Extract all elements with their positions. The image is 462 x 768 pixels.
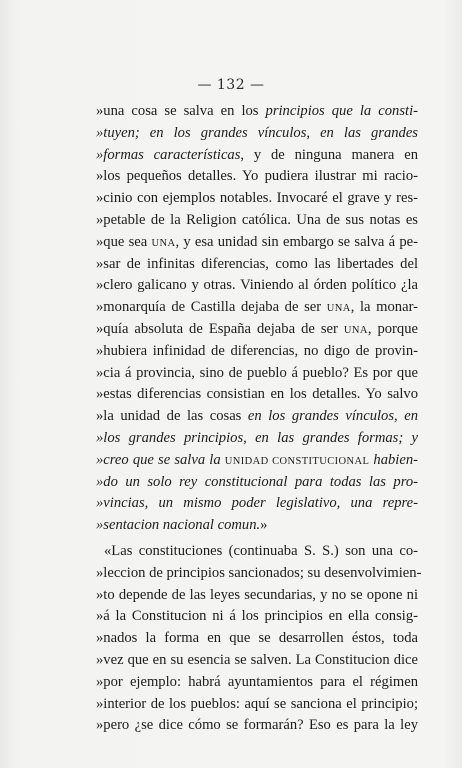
- text-span: »una cosa se salva en los: [96, 103, 266, 119]
- text-line: [96, 123, 418, 145]
- text-span: »monarquía de Castilla dejaba de ser: [96, 299, 327, 316]
- italic-span: »do un solo rey constitucional para todas las pro-: [96, 473, 418, 490]
- text-span: »por ejemplo: habrá ayuntamientos para el régimen: [96, 673, 418, 690]
- text-span: »petable de la Religion católica. Una de sus notas es: [96, 211, 418, 228]
- italic-span: en los grandes vínculos, en: [247, 408, 418, 425]
- text-span: »to depende de las leyes secundarias, y no se opone ni: [96, 586, 418, 603]
- text-span: »clero galicano y otras. Viniendo al órden político ¿la: [96, 277, 418, 294]
- text-line: [96, 672, 418, 694]
- text-span: »pero ¿se dice cómo se formarán? Eso es para la ley: [96, 717, 418, 734]
- text-line: [96, 493, 418, 515]
- text-span: »interior de los pueblos: aquí se sanciona el principio;: [96, 695, 418, 712]
- text-line: [96, 541, 418, 563]
- text-line: [96, 188, 418, 210]
- text-span: «Las constituciones (continuaba S. S.) son una co-: [104, 542, 418, 559]
- text-span: »nados la forma en que se desarrollen éstos, toda: [96, 630, 418, 647]
- text-line: [96, 585, 418, 607]
- text-span: »los pequeños detalles. Yo pudiera ilustrar mi racio-: [96, 168, 418, 185]
- text-line: [96, 606, 418, 628]
- text-line: [96, 472, 418, 494]
- italic-span: habien-: [369, 451, 418, 468]
- text-line: [96, 628, 418, 650]
- italic-span: »tuyen; en los grandes vínculos, en las grandes: [96, 124, 418, 141]
- text-line: [96, 145, 418, 167]
- italic-span: »formas características: [96, 146, 241, 163]
- text-line: [96, 650, 418, 672]
- text-span: »la unidad de las cosas: [96, 408, 248, 425]
- text-line: [96, 563, 422, 585]
- text-span: »quía absoluta de España dejaba de ser: [96, 320, 344, 337]
- italic-span: »los grandes principios, en las grandes formas; y: [96, 429, 418, 446]
- text-line: [96, 341, 418, 363]
- text-line: [96, 101, 418, 123]
- text-line: [96, 232, 418, 254]
- text-span: »que sea: [96, 233, 152, 250]
- text-span: »: [260, 517, 268, 534]
- text-line: [96, 694, 418, 716]
- text-line: [96, 297, 418, 319]
- small-caps-span: UNA: [151, 237, 176, 249]
- text-span: »hubiera infinidad de diferencias, no digo de provin-: [96, 342, 418, 359]
- text-line: [96, 384, 418, 406]
- text-line: [96, 166, 418, 188]
- text-line: [96, 275, 418, 297]
- italic-span: »sentacion nacional comun.: [96, 517, 261, 534]
- italic-span: principios que la consti-: [265, 103, 418, 119]
- text-line: [96, 319, 418, 341]
- text-span: »vez que en su esencia se salven. La Constitucion dice: [96, 651, 418, 668]
- text-span: , porque: [367, 320, 418, 337]
- text-line: [96, 515, 418, 537]
- body-text: [96, 101, 422, 737]
- small-caps-span: UNA: [343, 324, 368, 336]
- italic-span: »creo que se salva la: [96, 451, 225, 468]
- italic-span: »vincias, un mismo poder legislativo, una repre-: [96, 495, 418, 512]
- text-line: [96, 406, 418, 428]
- text-line: [96, 450, 418, 472]
- text-line: [96, 715, 418, 737]
- text-line: [96, 428, 418, 450]
- text-span: »cia á provincia, sino de pueblo á pueblo? Es por que: [96, 364, 418, 381]
- text-line: [96, 363, 418, 385]
- text-span: »cinio con ejemplos notables. Invocaré el grave y res-: [96, 190, 418, 207]
- small-caps-span: UNA: [326, 303, 351, 315]
- text-span: »estas diferencias consistian en los detalles. Yo salvo: [96, 386, 418, 403]
- text-span: , y de ninguna manera en: [240, 146, 418, 163]
- text-line: [96, 254, 418, 276]
- text-span: , y esa unidad sin embargo se salva á pe-: [175, 233, 418, 250]
- text-span: »sar de infinitas diferencias, como las libertades del: [96, 255, 418, 272]
- text-span: »á la Constitucion ni á los principios en ella consig-: [96, 608, 418, 625]
- text-span: , la monar-: [350, 299, 419, 316]
- page-number: — 132 —: [197, 77, 265, 93]
- text-span: »leccion de principios sancionados; su desenvolvimien-: [96, 564, 422, 581]
- text-line: [96, 210, 418, 232]
- small-caps-span: UNIDAD CONSTITUCIONAL: [224, 455, 370, 467]
